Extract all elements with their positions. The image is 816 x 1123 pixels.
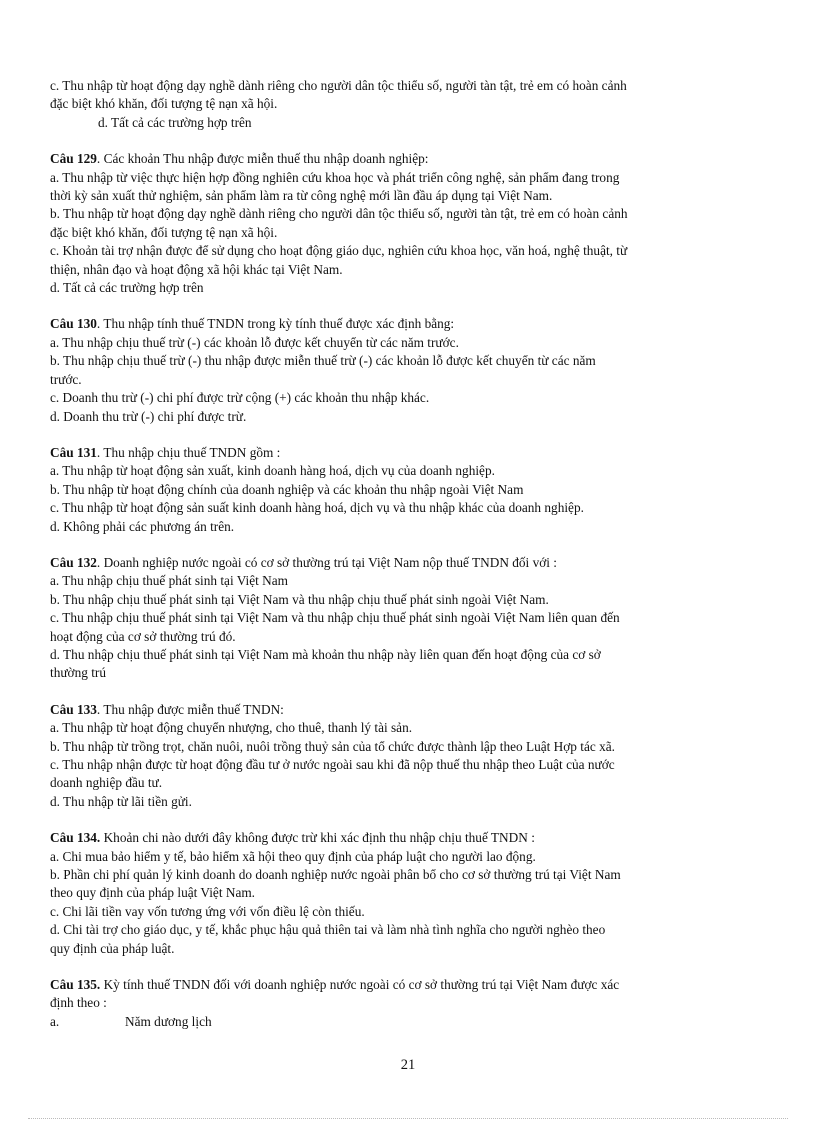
question-number: Câu 130 xyxy=(50,316,97,332)
answer-line: b. Thu nhập từ hoạt động chính của doanh nghiệp và các khoản thu nhập ngoài Việt Nam xyxy=(50,481,524,497)
answer-line: thường trú xyxy=(50,665,106,681)
answer-line: d. Tất cả các trường hợp trên xyxy=(50,280,204,296)
answer-line: b. Thu nhập từ hoạt động dạy nghề dành riêng cho người dân tộc thiểu số, người tàn tật, trẻ em có hoàn cảnh xyxy=(50,206,628,222)
answer-line: d. Không phải các phương án trên. xyxy=(50,518,235,534)
answer-line: d. Doanh thu trừ (-) chi phí được trừ. xyxy=(50,408,247,424)
answer-line xyxy=(50,1013,762,1031)
option-c-line-2: đặc biệt khó khăn, đối tượng tệ nạn xã hội. xyxy=(50,96,278,112)
answer-line: a. Thu nhập từ việc thực hiện hợp đồng nghiên cứu khoa học và phát triển công nghệ, sản phẩm đang trong xyxy=(50,169,620,185)
question-number: Câu 133 xyxy=(50,701,97,717)
answer-line: d. Thu nhập từ lãi tiền gửi. xyxy=(50,793,192,809)
question-stem xyxy=(50,554,762,572)
question-number: Câu 135. xyxy=(50,977,101,993)
page-content xyxy=(50,77,762,1031)
answer-line: c. Thu nhập từ hoạt động sản suất kinh doanh hàng hoá, dịch vụ và thu nhập khác của doanh nghiệp. xyxy=(50,500,584,516)
answer-line: b. Phần chi phí quản lý kinh doanh do doanh nghiệp nước ngoài phân bổ cho cơ sở thường trú tại Việt Nam xyxy=(50,867,621,883)
answer-line: c. Khoản tài trợ nhận được để sử dụng cho hoạt động giáo dục, nghiên cứu khoa học, văn hoá, nghệ thuật, từ xyxy=(50,243,628,259)
question-text: . Các khoản Thu nhập được miễn thuế thu nhập doanh nghiệp: xyxy=(96,151,429,167)
answer-line: thiện, nhân đạo và hoạt động xã hội khác tại Việt Nam. xyxy=(50,261,343,277)
intro-block xyxy=(50,77,762,132)
page-number: 21 xyxy=(400,1057,416,1073)
question-stem xyxy=(50,829,762,847)
question-133 xyxy=(50,701,762,811)
answer-line: c. Doanh thu trừ (-) chi phí được trừ cộng (+) các khoản thu nhập khác. xyxy=(50,390,430,406)
answer-line: d. Chi tài trợ cho giáo dục, y tế, khắc phục hậu quả thiên tai và làm nhà tình nghĩa cho người nghèo theo xyxy=(50,922,606,938)
answer-line: b. Thu nhập chịu thuế phát sinh tại Việt Nam và thu nhập chịu thuế phát sinh ngoài Việt Nam. xyxy=(50,591,549,607)
question-131 xyxy=(50,444,762,536)
answer-line: b. Thu nhập từ trồng trọt, chăn nuôi, nuôi trồng thuỷ sản của tổ chức được thành lập theo Luật Hợp tác xã. xyxy=(50,738,615,754)
question-stem xyxy=(50,976,762,994)
answer-line: định theo : xyxy=(50,995,107,1011)
answer-line: a. Thu nhập từ hoạt động chuyển nhượng, cho thuê, thanh lý tài sản. xyxy=(50,720,413,736)
question-text: Kỳ tính thuế TNDN đối với doanh nghiệp nước ngoài có cơ sở thường trú tại Việt Nam được xác xyxy=(100,977,620,993)
answer-line: a. Chi mua bảo hiểm y tế, bảo hiểm xã hội theo quy định của pháp luật cho người lao động. xyxy=(50,848,536,864)
answer-line: c. Thu nhập chịu thuế phát sinh tại Việt Nam và thu nhập chịu thuế phát sinh ngoài Việt Nam liên quan đến xyxy=(50,610,620,626)
option-text: Năm dương lịch xyxy=(125,1013,212,1029)
answer-line: doanh nghiệp đầu tư. xyxy=(50,775,163,791)
question-stem xyxy=(50,315,762,333)
question-stem xyxy=(50,150,762,168)
question-129 xyxy=(50,150,762,297)
answer-line: hoạt động của cơ sở thường trú đó. xyxy=(50,628,236,644)
question-text: . Thu nhập chịu thuế TNDN gồm : xyxy=(96,444,281,460)
answer-line: b. Thu nhập chịu thuế trừ (-) thu nhập được miễn thuế trừ (-) các khoản lỗ được kết chuyển từ các năm xyxy=(50,353,596,369)
question-stem xyxy=(50,444,762,462)
question-130 xyxy=(50,315,762,425)
answer-line: đặc biệt khó khăn, đối tượng tệ nạn xã hội. xyxy=(50,224,278,240)
question-text: . Thu nhập được miễn thuế TNDN: xyxy=(96,701,284,717)
answer-line: thời kỳ sản xuất thử nghiệm, sản phẩm làm ra từ công nghệ mới lần đầu áp dụng tại Việt Nam. xyxy=(50,188,553,204)
question-number: Câu 132 xyxy=(50,554,97,570)
question-number: Câu 131 xyxy=(50,444,97,460)
answer-line: quy định của pháp luật. xyxy=(50,940,175,956)
question-number: Câu 129 xyxy=(50,151,97,167)
question-135 xyxy=(50,976,762,1031)
answer-line: a. Thu nhập từ hoạt động sản xuất, kinh doanh hàng hoá, dịch vụ của doanh nghiệp. xyxy=(50,463,495,479)
answer-line: c. Chi lãi tiền vay vốn tương ứng với vốn điều lệ còn thiếu. xyxy=(50,903,365,919)
option-c-line-1: c. Thu nhập từ hoạt động dạy nghề dành riêng cho người dân tộc thiểu số, người tàn tật, trẻ em có hoàn cảnh xyxy=(50,78,627,93)
option-label: a. xyxy=(50,1013,60,1029)
question-text: . Thu nhập tính thuế TNDN trong kỳ tính thuế được xác định bằng: xyxy=(96,316,455,332)
answer-line: trước. xyxy=(50,371,82,387)
question-number: Câu 134. xyxy=(50,830,101,846)
question-134 xyxy=(50,829,762,958)
page-divider xyxy=(28,1118,788,1119)
answer-line: d. Thu nhập chịu thuế phát sinh tại Việt Nam mà khoản thu nhập này liên quan đến hoạt động của cơ sở xyxy=(50,646,601,662)
question-stem xyxy=(50,701,762,719)
answer-line: a. Thu nhập chịu thuế trừ (-) các khoản lỗ được kết chuyển từ các năm trước. xyxy=(50,334,459,350)
question-text: Khoản chi nào dưới đây không được trừ khi xác định thu nhập chịu thuế TNDN : xyxy=(100,830,535,846)
question-text: . Doanh nghiệp nước ngoài có cơ sở thường trú tại Việt Nam nộp thuế TNDN đối với : xyxy=(96,554,557,570)
option-d-line: d. Tất cả các trường hợp trên xyxy=(98,114,252,130)
answer-line: c. Thu nhập nhận được từ hoạt động đầu tư ở nước ngoài sau khi đã nộp thuế thu nhập theo Luật của nước xyxy=(50,757,615,772)
question-132 xyxy=(50,554,762,683)
answer-line: theo quy định của pháp luật Việt Nam. xyxy=(50,885,256,901)
answer-line: a. Thu nhập chịu thuế phát sinh tại Việt Nam xyxy=(50,573,289,589)
